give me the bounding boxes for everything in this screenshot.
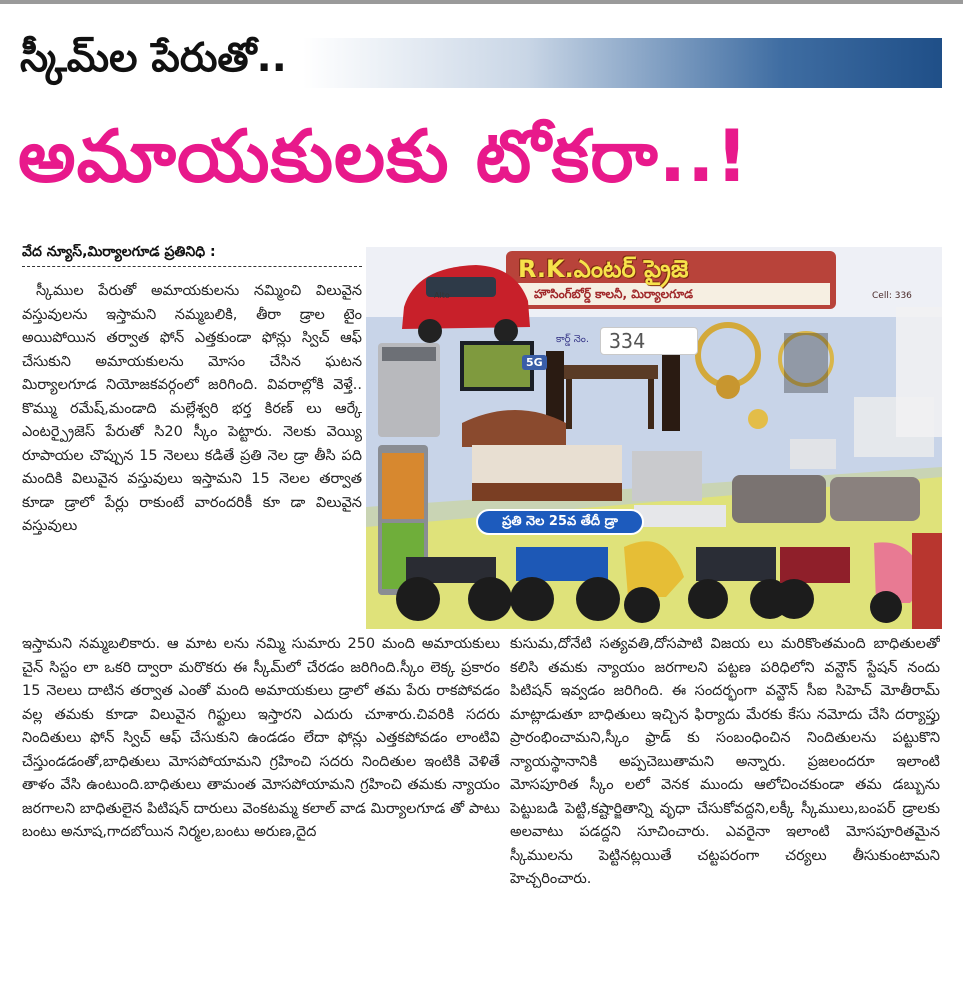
car-tag: Alto — [434, 291, 450, 300]
card-number: 334 — [600, 327, 698, 355]
top-rule — [0, 0, 963, 4]
article-column-left-bottom — [22, 633, 500, 983]
tag-5g: 5G — [522, 355, 547, 370]
article-column-left-top — [22, 280, 362, 636]
kicker-row — [20, 34, 942, 92]
article-column-right — [510, 633, 940, 983]
article-text-left-bottom: ఇస్తామని నమ్మబలికారు. ఆ మాట లను నమ్మి సుమారు 250 మంది అమాయకులు చైన్ సిస్టం లా ఒకరి ద్వారా మరొకరు ఈ స్కీమ్‌లో చేరడం జరిగింది.స్కీం లెక్క ప్రకారం 15 నెలలు దాటిన తర్వాత ఎంతో మంది అమాయకులు డ్రాలో తమ పేరు రాకపోవడం వల్ల తమకు కూడా విలువైన గిఫ్టులు ఇస్తారని ఎదురు చూశారు.చివరికి సదరు నిందితులు ఫోన్ స్విచ్ ఆఫ్ చేసుకుని ఉండడం లేదా ఫోన్లు ఎత్తకపోవడం లాంటివి చేస్తుండడంతో,బాధితులు మోసపోయామని గ్రహించి సదరు నిందితుల ఇంటికి వెళితే తాళం వేసి ఉంటుంది.బాధితులు తామంత మోసపోయామని గ్రహించి తమకు న్యాయం జరగాలని బాధితులైన పిటిషన్ దారులు వెంకటమ్మ కలాల్ వాడ మిర్యాలగూడ తో పాటు బంటు అనూష,గాదబోయిన నిర్మల,బంటు అరుణ,దైద — [22, 636, 500, 840]
byline: వేద న్యూస్,మిర్యాలగూడ ప్రతినిధి : — [22, 244, 362, 267]
board-title: R.K.ఎంటర్ ప్రైజె — [518, 255, 689, 283]
draw-banner: ప్రతి నెల 25వ తేదీ డ్రా — [476, 509, 644, 535]
headline: అమాయకులకు టోకరా..! — [18, 114, 750, 198]
article-text-left-top: స్కీముల పేరుతో అమాయకులను నమ్మించి విలువైన వస్తువులను ఇస్తామని నమ్మబలికి, తీరా డ్రాల టైం అయిపోయిన తర్వాత ఫోన్ ఎత్తకుండా ఫోన్లు స్విచ్ ఆఫ్ చేసుకుని అమాయకులను మోసం చేసిన ఘటన మిర్యాలగూడ నియోజకవర్గంలో జరిగింది. వివరాల్లోకి వెళ్తే.. కొమ్ము రమేష్,మండాది మల్లేశ్వరి భర్త కిరణ్ లు ఆర్కే ఎంటర్ప్రైజెస్ పేరుతో సి20 స్కీం పెట్టారు. నెలకు వెయ్యి రూపాయల చొప్పున 15 నెలలు కడితే ప్రతి నెల డ్రా తీసి పది మందికి విలువైన వస్తువులు ఇస్తామని 15 నెలల తర్వాత కూడా డ్రాలో పేర్లు రాకుంటే వారందరికీ కూ డా విలువైన వస్తువులు — [22, 283, 362, 534]
kicker-gradient-bar — [303, 38, 942, 88]
article-photo — [366, 247, 942, 629]
kicker-text: స్కీమ్‌ల పేరుతో.. — [20, 35, 287, 81]
board-subtitle: హౌసింగ్‌బోర్డ్ కాలనీ, మిర్యాలగూడ — [534, 287, 694, 301]
card-label: కార్డ్ నెం. — [556, 334, 590, 345]
board-phone: Cell: 336 — [872, 291, 912, 301]
article-text-right: కుసుమ,దోనేటి సత్యవతి,దోసపాటి విజయ లు మరికొంతమంది బాధితులతో కలిసి తమకు న్యాయం జరగాలని పట్టణ పరిధిలోని వన్టౌన్ స్టేషన్ నందు పిటిషన్ ఇవ్వడం జరిగింది. ఈ సందర్భంగా వన్టౌన్ సీఐ సిహెచ్ మోతీరామ్ మాట్లాడుతూ బాధితులు ఇచ్చిన ఫిర్యాదు మేరకు కేసు నమోదు చేసి దర్యాప్తు ప్రారంభించామని,స్కీం ఫ్రాడ్ కు సంబంధించిన నిందితులను పట్టుకొని న్యాయస్థానానికి అప్పచెబుతామని అన్నారు. ప్రజలందరూ ఇలాంటి మోసపూరిత స్కీం లలో వెనక ముందు ఆలోచించకుండా తమ డబ్బును పెట్టుబడి పెట్టి,కష్టార్జితాన్ని వృధా చేసుకోవద్దని,లక్కీ స్కీములు,బంపర్ డ్రాలకు అలవాటు పడద్దని సూచించారు. ఎవరైనా ఇలాంటి మోసపూరితమైన స్కీములను పెట్టినట్లయితే చట్టపరంగా చర్యలు తీసుకుంటామని హెచ్చరించారు. — [510, 636, 940, 887]
